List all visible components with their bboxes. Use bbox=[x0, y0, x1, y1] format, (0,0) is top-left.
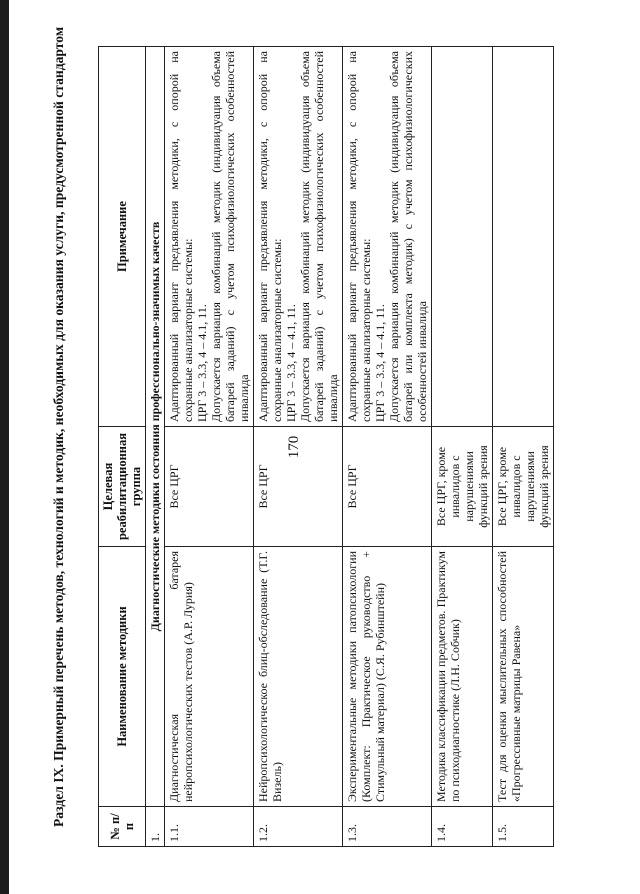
section-title: Раздел IX. Примерный перечень методов, технологий и методик, необходимых для оказания услуги, предусмотренной стандартом bbox=[51, 26, 66, 827]
row-num: 1.4. bbox=[432, 807, 493, 847]
note-line: ЦРГ 3 – 3.3, 4 – 4.1, 11. bbox=[195, 304, 209, 422]
page-number: 170 bbox=[286, 435, 302, 459]
header-group: Целевая реабилитационная группа bbox=[99, 427, 146, 547]
row-group: Все ЦРГ, кроме инвалидов с нарушениями функций зрения bbox=[432, 427, 493, 547]
subsection-row bbox=[146, 47, 165, 847]
header-num: № п/п bbox=[99, 807, 146, 847]
row-group: Все ЦРГ, кроме инвалидов с нарушениями функций зрения bbox=[493, 427, 554, 547]
row-note bbox=[165, 47, 254, 427]
methods-table bbox=[98, 46, 554, 847]
subsection-num: 1. bbox=[146, 807, 165, 847]
note-line: ЦРГ 3 – 3.3, 4 – 4.1, 11. bbox=[284, 304, 298, 422]
row-num: 1.2. bbox=[254, 807, 343, 847]
row-num: 1.5. bbox=[493, 807, 554, 847]
row-group: Все ЦРГ bbox=[165, 427, 254, 547]
note-line: Допускается вариация комбинаций методик (индивидуация объема батарей заданий) с учетом психофизиологических особенностей инвалида bbox=[298, 51, 340, 422]
row-num: 1.3. bbox=[343, 807, 432, 847]
note-line: Допускается вариация комбинаций методик (индивидуация объема батарей заданий) с учетом психофизиологических особенностей инвалида bbox=[209, 51, 251, 422]
row-name: Экспериментальные методики патопсихологии (Комплект: Практическое руководство + Стимульный материал) (С.Я. Рубинштейн) bbox=[343, 547, 432, 807]
row-group: Все ЦРГ bbox=[254, 427, 343, 547]
table-row bbox=[165, 47, 254, 847]
rotated-page bbox=[50, 26, 590, 847]
note-line: Адаптированный вариант предъявления методики, с опорой на сохранные анализаторные системы: bbox=[345, 51, 373, 422]
header-name: Наименование методики bbox=[99, 547, 146, 807]
row-group: Все ЦРГ bbox=[343, 427, 432, 547]
row-note bbox=[343, 47, 432, 427]
note-line: Адаптированный вариант предъявления методики, с опорой на сохранные анализаторные системы: bbox=[167, 51, 195, 422]
scan-edge bbox=[0, 0, 9, 894]
table-row bbox=[254, 47, 343, 847]
table-row bbox=[343, 47, 432, 847]
row-note bbox=[254, 47, 343, 427]
row-num: 1.1. bbox=[165, 807, 254, 847]
subsection-title: Диагностические методики состояния профессионально-значимых качеств bbox=[146, 47, 165, 807]
row-name: Методика классификации предметов. Практикум по психодиагностике (Л.Н. Собчик) bbox=[432, 547, 493, 807]
note-line: Адаптированный вариант предъявления методики, с опорой на сохранные анализаторные системы: bbox=[256, 51, 284, 422]
row-name: Тест для оценки мыслительных способностей «Прогрессивные матрицы Равена» bbox=[493, 547, 554, 807]
row-name: Нейропсихологическое блиц-обследование (Т.Г. Визель) bbox=[254, 547, 343, 807]
row-name: Диагностическая батарея нейропсихологических тестов (А.Р. Лурия) bbox=[165, 547, 254, 807]
note-line: ЦРГ 3 – 3.3, 4 – 4.1, 11. bbox=[373, 304, 387, 422]
header-note: Примечание bbox=[99, 47, 146, 427]
row-note bbox=[432, 47, 493, 427]
table-header-row bbox=[99, 47, 146, 847]
row-note bbox=[493, 47, 554, 427]
note-line: Допускается вариация комбинаций методик (индивидуация объема батарей или комплекта методик) с учетом психофизиологических особенностей инвалида bbox=[387, 51, 429, 422]
table-row bbox=[493, 47, 554, 847]
table-row bbox=[432, 47, 493, 847]
